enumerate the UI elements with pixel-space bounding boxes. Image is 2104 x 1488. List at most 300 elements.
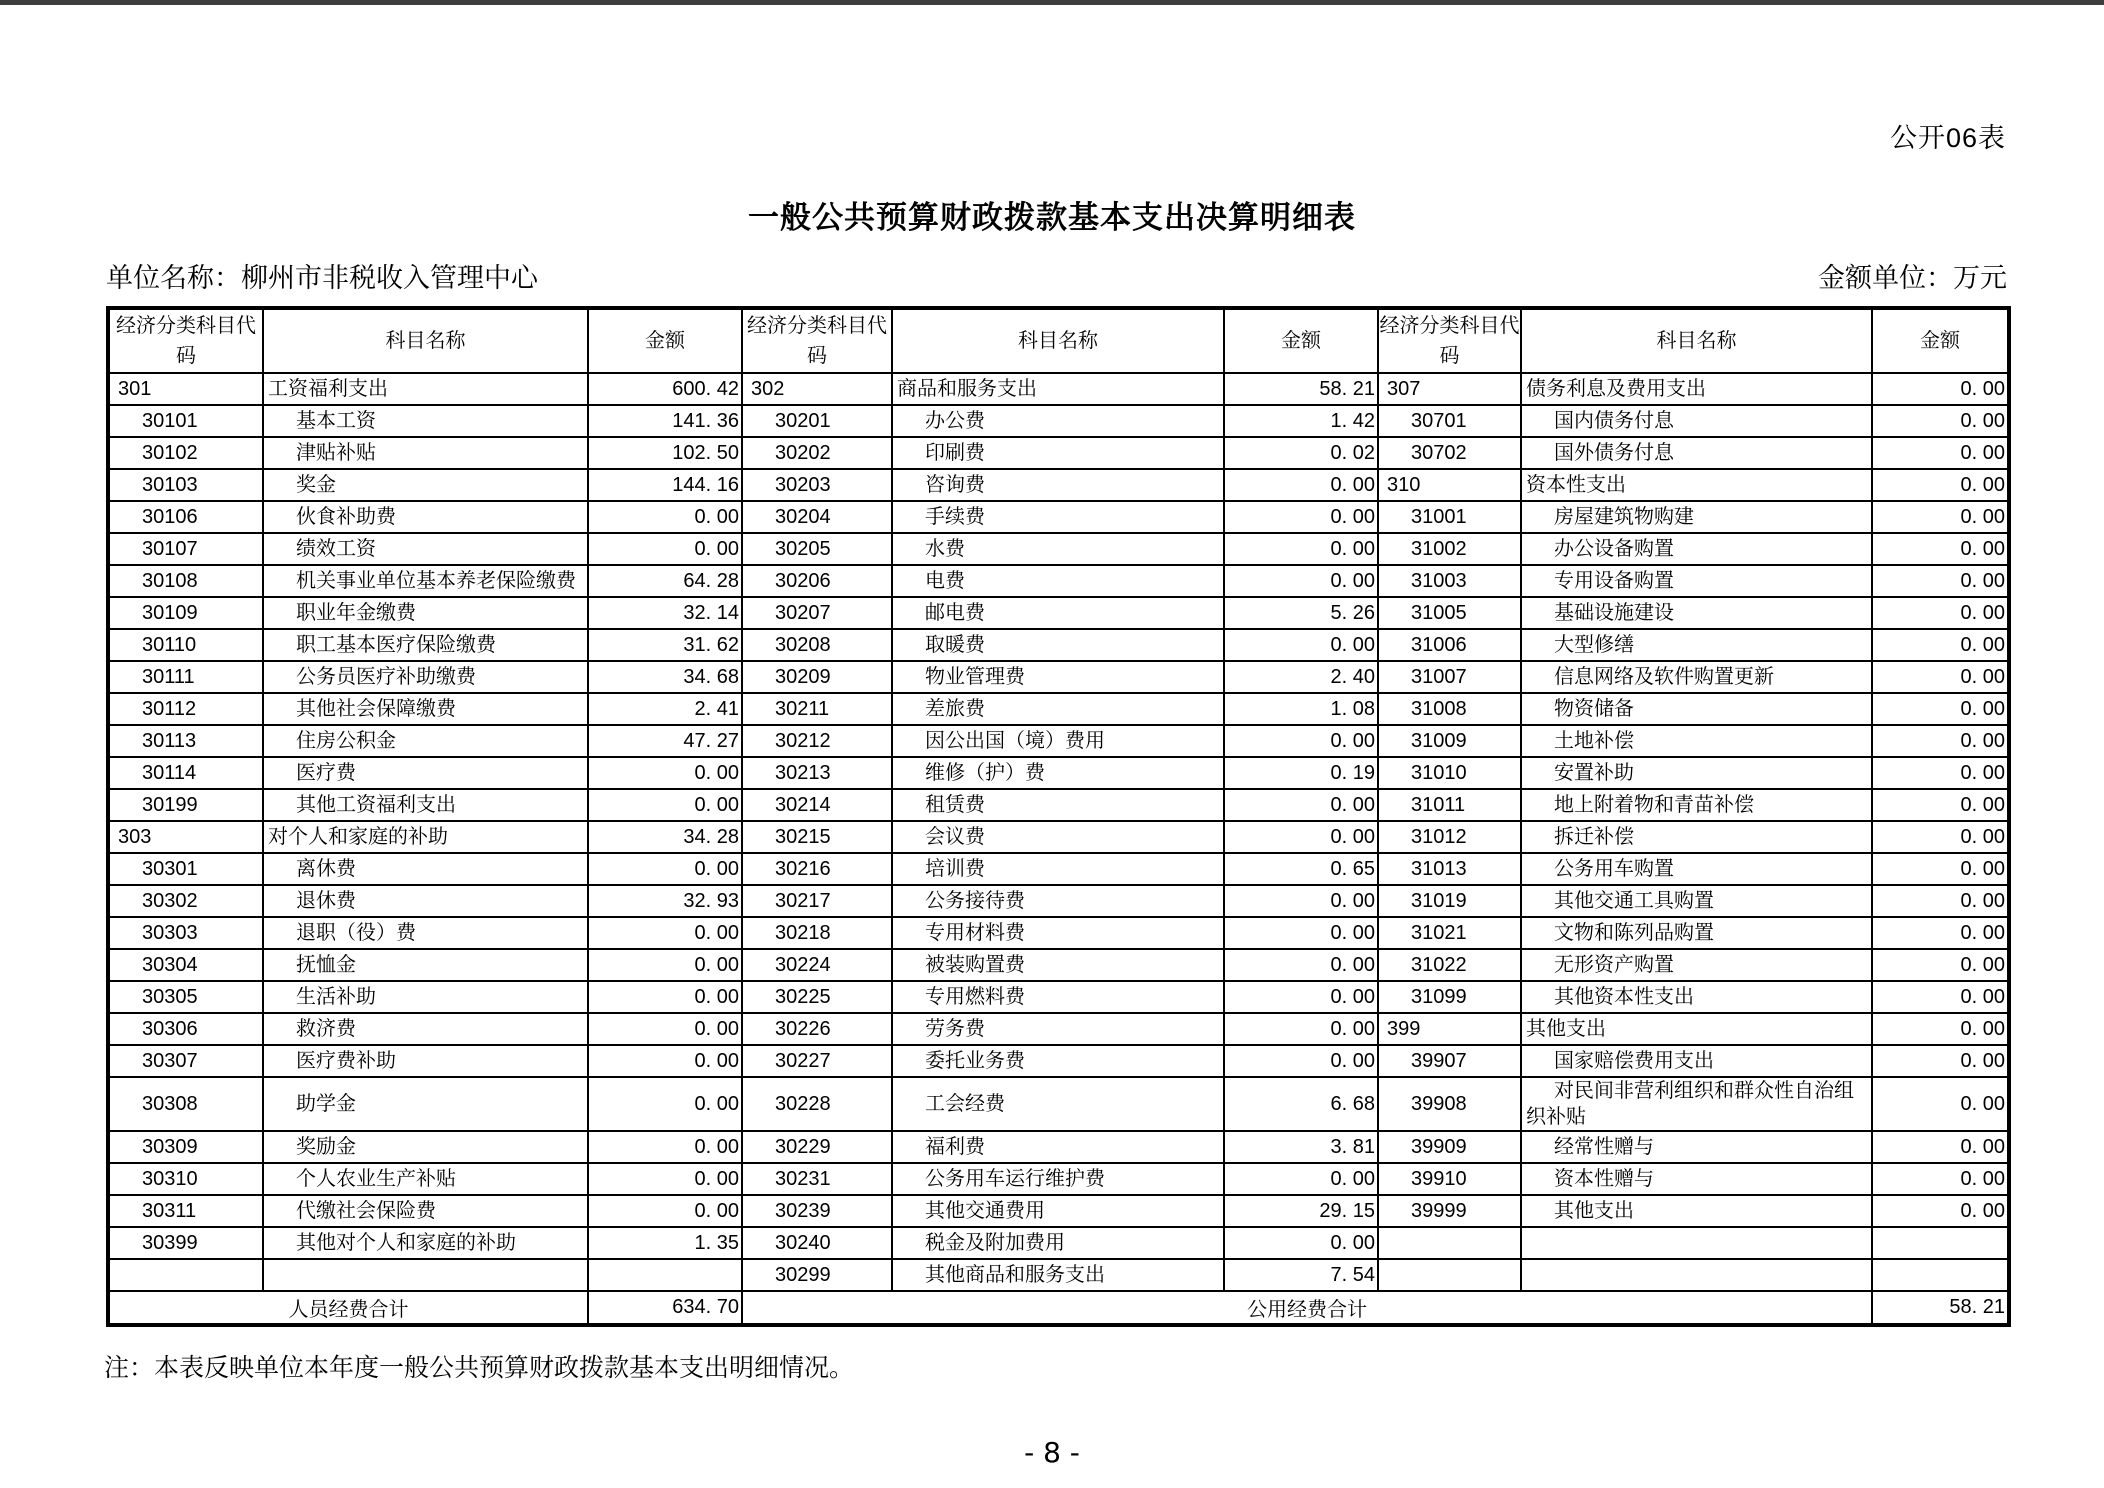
name-cell: 商品和服务支出: [892, 373, 1224, 405]
amount-cell: 0. 00: [588, 853, 742, 885]
header-name-1: 科目名称: [263, 308, 588, 373]
code-cell: 30207: [742, 597, 892, 629]
amount-unit-note: 金额单位：万元: [1818, 263, 2007, 293]
table-row: [108, 821, 2009, 853]
amount-cell: 0. 00: [588, 949, 742, 981]
amount-cell: 0. 00: [588, 981, 742, 1013]
amount-cell: 0. 00: [1224, 469, 1378, 501]
amount-cell: 0. 00: [1872, 597, 2009, 629]
code-cell: 30228: [742, 1077, 892, 1131]
name-cell: 工会经费: [892, 1077, 1224, 1131]
amount-cell: 0. 00: [588, 1195, 742, 1227]
name-cell: 会议费: [892, 821, 1224, 853]
table-row: [108, 917, 2009, 949]
code-cell: 30211: [742, 693, 892, 725]
code-cell: 30303: [108, 917, 263, 949]
name-cell: 安置补助: [1521, 757, 1872, 789]
amount-cell: 0. 00: [1224, 533, 1378, 565]
amount-cell: 141. 36: [588, 405, 742, 437]
amount-cell: 0. 00: [1224, 949, 1378, 981]
code-cell: 399: [1378, 1013, 1521, 1045]
amount-cell: 144. 16: [588, 469, 742, 501]
table-row: [108, 981, 2009, 1013]
amount-cell: 0. 00: [1872, 725, 2009, 757]
code-cell: 30103: [108, 469, 263, 501]
code-cell: 31006: [1378, 629, 1521, 661]
name-cell: 其他资本性支出: [1521, 981, 1872, 1013]
personnel-total-amount: 634. 70: [588, 1291, 742, 1325]
public-funds-total-label: 公用经费合计: [742, 1291, 1872, 1325]
name-cell: 机关事业单位基本养老保险缴费: [263, 565, 588, 597]
amount-cell: 0. 65: [1224, 853, 1378, 885]
amount-cell: 6. 68: [1224, 1077, 1378, 1131]
amount-cell: 0. 00: [1872, 565, 2009, 597]
name-cell: 资本性赠与: [1521, 1163, 1872, 1195]
code-cell: 30109: [108, 597, 263, 629]
name-cell: 救济费: [263, 1013, 588, 1045]
code-cell: 30209: [742, 661, 892, 693]
amount-cell: [588, 1259, 742, 1291]
code-cell: 30108: [108, 565, 263, 597]
code-cell: 31008: [1378, 693, 1521, 725]
amount-cell: 0. 00: [588, 917, 742, 949]
amount-cell: 0. 00: [1224, 725, 1378, 757]
name-cell: 奖金: [263, 469, 588, 501]
page-number: - 8 -: [1024, 1436, 1080, 1469]
name-cell: 文物和陈列品购置: [1521, 917, 1872, 949]
code-cell: 30305: [108, 981, 263, 1013]
code-cell: [1378, 1259, 1521, 1291]
amount-cell: 0. 00: [1872, 405, 2009, 437]
amount-cell: 58. 21: [1224, 373, 1378, 405]
name-cell: 其他交通工具购置: [1521, 885, 1872, 917]
amount-cell: 0. 00: [1872, 693, 2009, 725]
code-cell: 31010: [1378, 757, 1521, 789]
table-row: [108, 725, 2009, 757]
code-cell: 31001: [1378, 501, 1521, 533]
code-cell: 30306: [108, 1013, 263, 1045]
code-cell: 30240: [742, 1227, 892, 1259]
name-cell: 租赁费: [892, 789, 1224, 821]
code-cell: 30310: [108, 1163, 263, 1195]
amount-cell: 0. 00: [1872, 821, 2009, 853]
name-cell: 其他商品和服务支出: [892, 1259, 1224, 1291]
name-cell: 津贴补贴: [263, 437, 588, 469]
header-amount-1: 金额: [588, 308, 742, 373]
code-cell: 30213: [742, 757, 892, 789]
table-row: [108, 629, 2009, 661]
code-cell: 310: [1378, 469, 1521, 501]
code-cell: 39909: [1378, 1131, 1521, 1163]
name-cell: 伙食补助费: [263, 501, 588, 533]
amount-cell: 0. 00: [1872, 437, 2009, 469]
name-cell: 债务利息及费用支出: [1521, 373, 1872, 405]
code-cell: 31021: [1378, 917, 1521, 949]
code-cell: 30111: [108, 661, 263, 693]
amount-cell: 2. 41: [588, 693, 742, 725]
name-cell: 办公设备购置: [1521, 533, 1872, 565]
amount-cell: 0. 00: [1872, 533, 2009, 565]
code-cell: 31019: [1378, 885, 1521, 917]
name-cell: 公务用车购置: [1521, 853, 1872, 885]
amount-cell: 0. 00: [1872, 501, 2009, 533]
code-cell: 30202: [742, 437, 892, 469]
code-cell: [108, 1259, 263, 1291]
name-cell: 办公费: [892, 405, 1224, 437]
name-cell: 抚恤金: [263, 949, 588, 981]
amount-cell: 0. 00: [1224, 1163, 1378, 1195]
name-cell: 退职（役）费: [263, 917, 588, 949]
amount-cell: 0. 00: [1224, 885, 1378, 917]
amount-cell: 102. 50: [588, 437, 742, 469]
code-cell: 30229: [742, 1131, 892, 1163]
meta-row: [106, 256, 2007, 295]
name-cell: 印刷费: [892, 437, 1224, 469]
name-cell: 专用燃料费: [892, 981, 1224, 1013]
table-row: [108, 373, 2009, 405]
table-footer: [108, 1291, 2009, 1325]
code-cell: 302: [742, 373, 892, 405]
code-cell: 30203: [742, 469, 892, 501]
amount-cell: 0. 00: [588, 1077, 742, 1131]
amount-cell: 0. 00: [1872, 1077, 2009, 1131]
amount-cell: 5. 26: [1224, 597, 1378, 629]
name-cell: 对个人和家庭的补助: [263, 821, 588, 853]
name-cell: 其他支出: [1521, 1013, 1872, 1045]
name-cell: 手续费: [892, 501, 1224, 533]
amount-cell: 47. 27: [588, 725, 742, 757]
name-cell: 委托业务费: [892, 1045, 1224, 1077]
code-cell: [1378, 1227, 1521, 1259]
name-cell: 大型修缮: [1521, 629, 1872, 661]
code-cell: 307: [1378, 373, 1521, 405]
code-cell: 30307: [108, 1045, 263, 1077]
name-cell: 咨询费: [892, 469, 1224, 501]
table-row: [108, 1077, 2009, 1131]
name-cell: 对民间非营利组织和群众性自治组织补贴: [1521, 1077, 1872, 1131]
amount-cell: 0. 00: [1872, 885, 2009, 917]
amount-cell: 0. 00: [1872, 1013, 2009, 1045]
name-cell: 取暖费: [892, 629, 1224, 661]
amount-cell: 0. 00: [588, 533, 742, 565]
table-row: [108, 565, 2009, 597]
amount-cell: 0. 00: [1872, 1195, 2009, 1227]
code-cell: 30224: [742, 949, 892, 981]
name-cell: 医疗费补助: [263, 1045, 588, 1077]
name-cell: 绩效工资: [263, 533, 588, 565]
table-row: [108, 949, 2009, 981]
name-cell: 生活补助: [263, 981, 588, 1013]
table-row: [108, 597, 2009, 629]
table-row: [108, 533, 2009, 565]
amount-cell: 0. 00: [1224, 501, 1378, 533]
code-cell: 30399: [108, 1227, 263, 1259]
name-cell: 专用设备购置: [1521, 565, 1872, 597]
footnote: 注：本表反映单位本年度一般公共预算财政拨款基本支出明细情况。: [104, 1354, 855, 1382]
name-cell: 其他社会保障缴费: [263, 693, 588, 725]
name-cell: 国家赔偿费用支出: [1521, 1045, 1872, 1077]
name-cell: 职工基本医疗保险缴费: [263, 629, 588, 661]
name-cell: 房屋建筑物购建: [1521, 501, 1872, 533]
amount-cell: [1872, 1259, 2009, 1291]
code-cell: 30701: [1378, 405, 1521, 437]
code-cell: 30205: [742, 533, 892, 565]
code-cell: 30201: [742, 405, 892, 437]
table-row: [108, 1259, 2009, 1291]
amount-cell: 0. 00: [1872, 469, 2009, 501]
code-cell: 30304: [108, 949, 263, 981]
name-cell: 公务员医疗补助缴费: [263, 661, 588, 693]
code-cell: 30215: [742, 821, 892, 853]
code-cell: 30226: [742, 1013, 892, 1045]
name-cell: 其他交通费用: [892, 1195, 1224, 1227]
code-cell: 30102: [108, 437, 263, 469]
name-cell: 邮电费: [892, 597, 1224, 629]
table-row: [108, 1131, 2009, 1163]
amount-cell: 1. 35: [588, 1227, 742, 1259]
amount-cell: 3. 81: [1224, 1131, 1378, 1163]
header-amount-3: 金额: [1872, 308, 2009, 373]
code-cell: 30208: [742, 629, 892, 661]
amount-cell: [1872, 1227, 2009, 1259]
table-row: [108, 1163, 2009, 1195]
amount-cell: 0. 19: [1224, 757, 1378, 789]
name-cell: 工资福利支出: [263, 373, 588, 405]
name-cell: 基础设施建设: [1521, 597, 1872, 629]
name-cell: 其他对个人和家庭的补助: [263, 1227, 588, 1259]
amount-cell: 32. 93: [588, 885, 742, 917]
code-cell: 31022: [1378, 949, 1521, 981]
table-row: [108, 853, 2009, 885]
name-cell: 培训费: [892, 853, 1224, 885]
name-cell: 维修（护）费: [892, 757, 1224, 789]
code-cell: 39907: [1378, 1045, 1521, 1077]
code-cell: 30218: [742, 917, 892, 949]
name-cell: 被装购置费: [892, 949, 1224, 981]
name-cell: 助学金: [263, 1077, 588, 1131]
code-cell: 30214: [742, 789, 892, 821]
amount-cell: 0. 00: [1872, 949, 2009, 981]
expenditure-table: [106, 306, 2011, 1327]
code-cell: 30225: [742, 981, 892, 1013]
code-cell: 30216: [742, 853, 892, 885]
name-cell: 电费: [892, 565, 1224, 597]
form-tag: 公开06表: [1889, 123, 2006, 153]
code-cell: 39999: [1378, 1195, 1521, 1227]
name-cell: 职业年金缴费: [263, 597, 588, 629]
table-row: [108, 1045, 2009, 1077]
amount-cell: 7. 54: [1224, 1259, 1378, 1291]
code-cell: 30301: [108, 853, 263, 885]
amount-cell: 0. 00: [588, 1013, 742, 1045]
amount-cell: 0. 00: [1872, 853, 2009, 885]
table-row: [108, 661, 2009, 693]
amount-cell: 0. 00: [1872, 789, 2009, 821]
code-cell: 30308: [108, 1077, 263, 1131]
name-cell: 个人农业生产补贴: [263, 1163, 588, 1195]
name-cell: 公务接待费: [892, 885, 1224, 917]
name-cell: 专用材料费: [892, 917, 1224, 949]
code-cell: 30206: [742, 565, 892, 597]
amount-cell: 0. 00: [1224, 821, 1378, 853]
name-cell: 无形资产购置: [1521, 949, 1872, 981]
table-row: [108, 405, 2009, 437]
amount-cell: 0. 00: [588, 789, 742, 821]
table-body: [108, 373, 2009, 1291]
table-row: [108, 1195, 2009, 1227]
code-cell: 30204: [742, 501, 892, 533]
name-cell: 资本性支出: [1521, 469, 1872, 501]
code-cell: 31005: [1378, 597, 1521, 629]
amount-cell: 0. 00: [1872, 1163, 2009, 1195]
code-cell: 30311: [108, 1195, 263, 1227]
name-cell: 劳务费: [892, 1013, 1224, 1045]
amount-cell: 0. 00: [1872, 629, 2009, 661]
name-cell: 土地补偿: [1521, 725, 1872, 757]
header-code-3: 经济分类科目代码: [1378, 308, 1521, 373]
amount-cell: 0. 00: [1872, 757, 2009, 789]
name-cell: 水费: [892, 533, 1224, 565]
name-cell: 差旅费: [892, 693, 1224, 725]
code-cell: 30299: [742, 1259, 892, 1291]
name-cell: 医疗费: [263, 757, 588, 789]
amount-cell: 0. 00: [1224, 789, 1378, 821]
name-cell: 退休费: [263, 885, 588, 917]
code-cell: 30231: [742, 1163, 892, 1195]
amount-cell: 0. 00: [1872, 1045, 2009, 1077]
name-cell: 因公出国（境）费用: [892, 725, 1224, 757]
amount-cell: 0. 00: [588, 501, 742, 533]
table-row: [108, 501, 2009, 533]
name-cell: 离休费: [263, 853, 588, 885]
amount-cell: 0. 00: [1224, 981, 1378, 1013]
amount-cell: 0. 00: [588, 1045, 742, 1077]
name-cell: 其他支出: [1521, 1195, 1872, 1227]
code-cell: 30101: [108, 405, 263, 437]
code-cell: 31007: [1378, 661, 1521, 693]
amount-cell: 0. 00: [1872, 1131, 2009, 1163]
amount-cell: 2. 40: [1224, 661, 1378, 693]
header-name-2: 科目名称: [892, 308, 1224, 373]
amount-cell: 0. 00: [1224, 1227, 1378, 1259]
table-header: [108, 308, 2009, 373]
code-cell: 30199: [108, 789, 263, 821]
code-cell: 30107: [108, 533, 263, 565]
amount-cell: 0. 00: [588, 757, 742, 789]
amount-cell: 0. 00: [1224, 917, 1378, 949]
amount-cell: 0. 00: [1872, 661, 2009, 693]
code-cell: 31012: [1378, 821, 1521, 853]
name-cell: 其他工资福利支出: [263, 789, 588, 821]
name-cell: 经常性赠与: [1521, 1131, 1872, 1163]
code-cell: 30217: [742, 885, 892, 917]
code-cell: 30239: [742, 1195, 892, 1227]
name-cell: 住房公积金: [263, 725, 588, 757]
amount-cell: 1. 08: [1224, 693, 1378, 725]
header-amount-2: 金额: [1224, 308, 1378, 373]
code-cell: 30113: [108, 725, 263, 757]
code-cell: 31099: [1378, 981, 1521, 1013]
code-cell: 30114: [108, 757, 263, 789]
name-cell: 国外债务付息: [1521, 437, 1872, 469]
name-cell: [263, 1259, 588, 1291]
name-cell: 信息网络及软件购置更新: [1521, 661, 1872, 693]
name-cell: 地上附着物和青苗补偿: [1521, 789, 1872, 821]
amount-cell: 0. 00: [1224, 1045, 1378, 1077]
table-header-row: [108, 308, 2009, 373]
table-row: [108, 437, 2009, 469]
name-cell: 物业管理费: [892, 661, 1224, 693]
name-cell: 福利费: [892, 1131, 1224, 1163]
table-row: [108, 789, 2009, 821]
code-cell: 30309: [108, 1131, 263, 1163]
code-cell: 30302: [108, 885, 263, 917]
code-cell: 31009: [1378, 725, 1521, 757]
amount-cell: 0. 00: [1224, 629, 1378, 661]
header-code-2: 经济分类科目代码: [742, 308, 892, 373]
amount-cell: 0. 00: [1872, 373, 2009, 405]
code-cell: 31002: [1378, 533, 1521, 565]
code-cell: 30212: [742, 725, 892, 757]
amount-cell: 0. 00: [1872, 981, 2009, 1013]
code-cell: 30227: [742, 1045, 892, 1077]
amount-cell: 32. 14: [588, 597, 742, 629]
name-cell: 奖励金: [263, 1131, 588, 1163]
code-cell: 31013: [1378, 853, 1521, 885]
code-cell: 31003: [1378, 565, 1521, 597]
table-row: [108, 757, 2009, 789]
code-cell: 301: [108, 373, 263, 405]
table-row: [108, 885, 2009, 917]
header-code-1: 经济分类科目代码: [108, 308, 263, 373]
public-funds-total-amount: 58. 21: [1872, 1291, 2009, 1325]
name-cell: [1521, 1227, 1872, 1259]
amount-cell: 600. 42: [588, 373, 742, 405]
table-footer-row: [108, 1291, 2009, 1325]
scan-edge-artifact: [0, 0, 2104, 5]
table-row: [108, 693, 2009, 725]
table-row: [108, 1013, 2009, 1045]
name-cell: 物资储备: [1521, 693, 1872, 725]
code-cell: 39908: [1378, 1077, 1521, 1131]
amount-cell: 29. 15: [1224, 1195, 1378, 1227]
page-title: 一般公共预算财政拨款基本支出决算明细表: [748, 200, 1356, 235]
code-cell: 30112: [108, 693, 263, 725]
code-cell: 39910: [1378, 1163, 1521, 1195]
amount-cell: 34. 28: [588, 821, 742, 853]
name-cell: 税金及附加费用: [892, 1227, 1224, 1259]
code-cell: 31011: [1378, 789, 1521, 821]
code-cell: 30106: [108, 501, 263, 533]
name-cell: 基本工资: [263, 405, 588, 437]
name-cell: 国内债务付息: [1521, 405, 1872, 437]
name-cell: 代缴社会保险费: [263, 1195, 588, 1227]
amount-cell: 0. 00: [588, 1163, 742, 1195]
code-cell: 30702: [1378, 437, 1521, 469]
code-cell: 303: [108, 821, 263, 853]
unit-name: 单位名称：柳州市非税收入管理中心: [106, 263, 538, 293]
code-cell: 30110: [108, 629, 263, 661]
amount-cell: 31. 62: [588, 629, 742, 661]
table-row: [108, 1227, 2009, 1259]
amount-cell: 0. 00: [1224, 565, 1378, 597]
header-name-3: 科目名称: [1521, 308, 1872, 373]
amount-cell: 34. 68: [588, 661, 742, 693]
amount-cell: 0. 00: [588, 1131, 742, 1163]
name-cell: 拆迁补偿: [1521, 821, 1872, 853]
amount-cell: 0. 02: [1224, 437, 1378, 469]
amount-cell: 0. 00: [1872, 917, 2009, 949]
